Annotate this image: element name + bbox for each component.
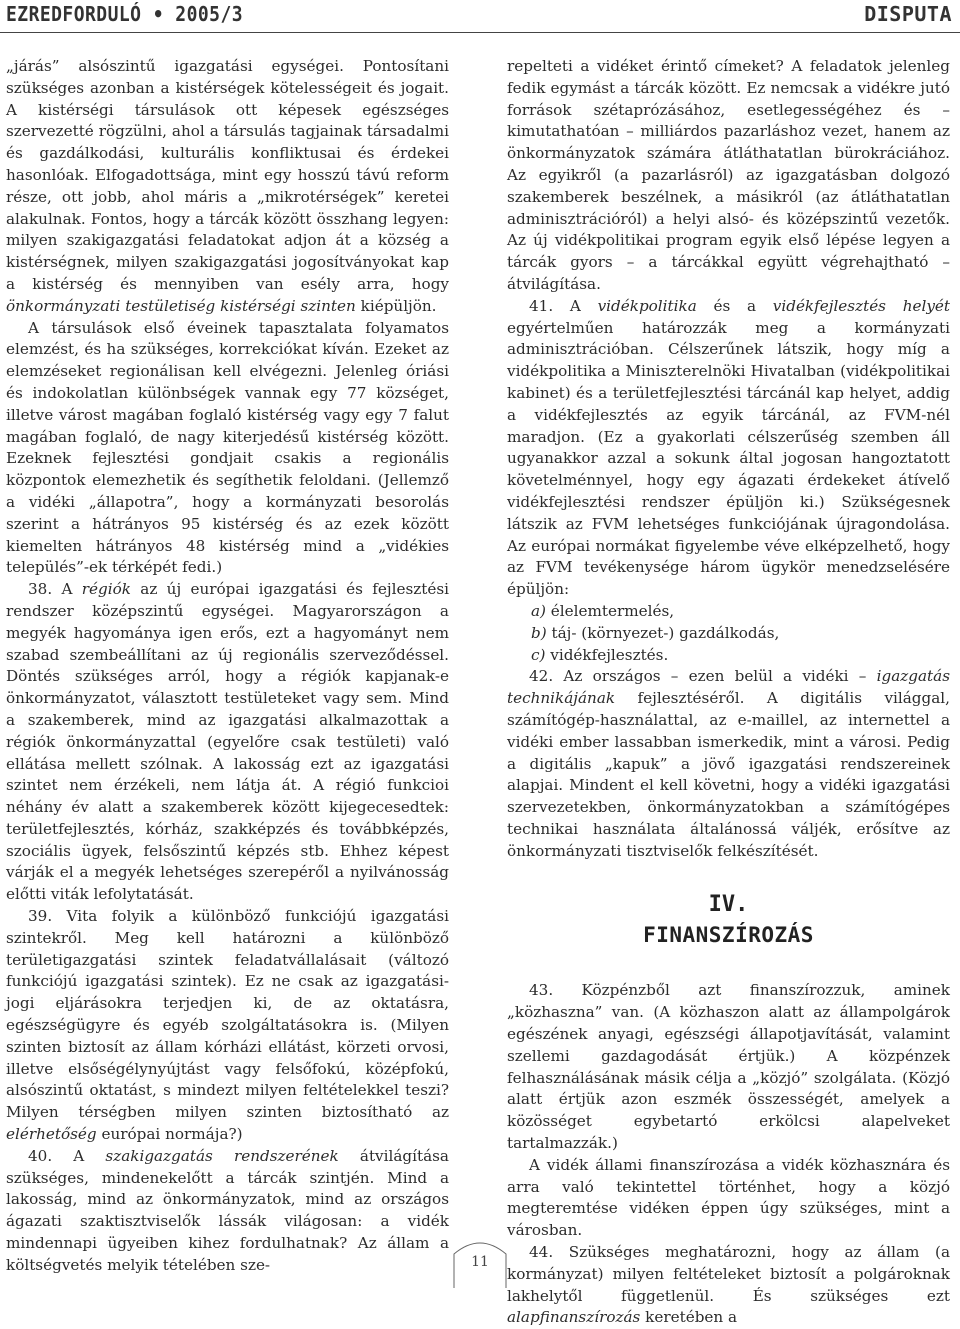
paragraph: A vidék állami finanszírozása a vidék közhasznára és arra való tekintettel történhet, hogy a közjó megteremtése vidéken éppen úgy szükséges, mint a városban. <box>507 1155 950 1240</box>
section-title: FINANSZÍROZÁS <box>643 923 814 948</box>
paragraph: 44. Szükséges meghatározni, hogy az állam (a kormányzat) milyen feltételeket biztosít a polgároknak lakhelytől függetlenül. És szükséges ezt alapfinanszírozás keretében a <box>507 1243 950 1327</box>
paragraph: 39. Vita folyik a különböző funkciójú igazgatási szintekről. Meg kell határozni a különböző területigazgatási szintek feladatvállalásait (változó funkciójú igazgatási szintek). Ez ne csak az igazgatási-jogi eljárásokra terjedjen ki, de az oktatásra, egészségügyre és egyéb szolgáltatásokra is. (Milyen szinten biztosít az állam kórházi ellátást, körzeti orvosi, illetve elsőségélynyújtást vagy felsőfokú, középfokú, alsószintű oktatást, s mindezt milyen feltételekkel teszi? Milyen térségben milyen szinten biztosítható az elérhetőség európai normája?) <box>6 907 449 1144</box>
paragraph: A társulások első éveinek tapasztalata folyamatos elemzést, és ha szükséges, korrekciókat kíván. Ezeket az elemzéseket regionálisan kell elvégezni. Jelenleg óriási és indokolatlan különbségek vannak egy 77 községet, illetve várost magában foglaló kistérség vagy egy 7 falut magában foglaló, de nagy kiterjedésű kistérség között. Ezeknek fejlesztési gondjait csakis a regionális központok elemezhetik és segíthetik feloldani. (Jellemző a vidéki „állapotra”, hogy a kormányzati besorolás szerint a hátrányos 95 kistérség és az ezek között kiemelten hátrányos 48 kistérség mind a „vidékies település”-ek térképét fedi.) <box>6 318 449 577</box>
running-header <box>0 0 960 36</box>
section-name: DISPUTA <box>864 2 952 26</box>
paragraph: 41. A vidékpolitika és a vidékfejlesztés helyét egyértelműen határozzák meg a kormányzati adminisztrációban. Célszerűnek látszik, hogy míg a vidékpolitika a Miniszterelnöki Hivatalban (vidékpolitikai kabinet) és a területfejlesztési tárcánál kap helyet, addig a vidékfejlesztés az egyik tárcánál, az FVM-nél maradjon. (Ez a gyakorlati célszerűség szemben áll ugyanakkor azzal a sokunk által jogosan hangoztatott követelménnyel, hogy egy ágazati érdekeket átívelő vidékfejlesztési rendszer épüljön ki.) Szükségesnek látszik az FVM lehetséges funkciójának újragondolása. Az európai normákat figyelembe véve elképzelhető, hogy az FVM tevékenysége három ügykör menedzselésére épüljön: <box>507 296 951 599</box>
page-number-box <box>448 1232 512 1288</box>
paragraph: repelteti a vidéket érintő címeket? A feladatok jelenleg fedik egymást a tárcák között. Ez nemcsak a vidékre jutó források szétaprózásához, esetlegességéhez és – kimutathatóan – milliárdos pazarláshoz vezet, hanem az önkormányzatok számára átláthatatlan bürokráciához. Az egyikről (a pazarlásról) az igazgatásban dolgozó szakemberek beszélnek, a másikról (az átláthatatlan adminisztrációról) a helyi alsó- és középszintű vezetők. Az új vidékpolitikai program egyik első lépése legyen a tárcák gyors – a tárcákkal együtt végrehajtható – átvilágítása. <box>507 57 950 293</box>
header-rule <box>0 32 960 33</box>
journal-name: EZREDFORDULÓ • 2005/3 <box>6 2 244 26</box>
paragraph: 42. Az országos – ezen belül a vidéki – igazgatás technikájának fejlesztéséről. A digitális világgal, számítógép-használattal, az e-maillel, az internettel a vidéki ember lassabban ismerkedik, mint a városi. Pedig a digitális „kapuk” a jövő igazgatási rendszereinek alapjai. Mindent el kell követni, hogy a vidéki igazgatási szervezetekben, önkormányzatokban a számítógépes technikai használata általánossá váljék, erősítve az önkormányzati tisztviselők felkészítését. <box>507 667 950 860</box>
right-column-top-text <box>507 56 950 862</box>
section-heading <box>507 890 950 950</box>
paragraph: 43. Közpénzből azt finanszírozzuk, aminek „közhaszna” van. (A közhaszon alatt az állampolgárok egészének anyagi, egészségi állapotjavítását, valamint szellemi gazdagodását értjük.) A közpénzek felhasználásának másik célja a „közjó” szolgálata. (Közjó alatt értjük azon eszmék összességét, amelyek a közösséget egybetartó erkölcsi alapelveket tartalmazzák.) <box>507 981 950 1153</box>
right-column-bottom-text <box>507 980 950 1329</box>
page-number: 11 <box>471 1254 489 1270</box>
paragraph: a) élelemtermelés, <box>531 601 675 620</box>
right-column <box>507 56 950 1329</box>
left-column <box>6 56 449 1277</box>
paragraph: 40. A szakigazgatás rendszerének átvilágítása szükséges, mindenekelőtt a tárcák szintjén. Mind a lakosság, mind az önkormányzatok, mind az országos ágazati szaktisztviselők lássák világosan: a vidék mindennapi ügyeiben kihez fordulhatnak? Az állam a költségvetés melyik tételében sze- <box>6 1146 449 1274</box>
paragraph: 38. A régiók az új európai igazgatási és fejlesztési rendszer középszintű egységei. Magyarországon a megyék hagyománya igen erős, ezt a hagyományt nem szabad szembeállítani az új regionális szerveződéssel. Döntés szükséges arról, hogy a régiók kapjanak-e önkormányzatot, választott testületeket vagy sem. Mind a szakemberek, mind az igazgatási alkalmazottak a régiók önkormányzattal (egyelőre csak testületi) való ellátása mellett szólnak. A lakosság ezt az igazgatási szintet nem érzékeli, nem látja át. A régió funkcioi néhány év alatt a szakemberek között kijegecesedtek: területfejlesztés, kórház, szakképzés és továbbképzés, szociális ügyek, felsőszintű képzés stb. Ehhez képest várják el a megyék lehetséges szerepéről a nyilvánosság előtti viták lefolytatását. <box>6 580 449 904</box>
paragraph: c) vidékfejlesztés. <box>531 645 669 664</box>
paragraph: „járás” alsószintű igazgatási egységei. Pontosítani szükséges azonban a kistérségek kötelességeit és jogait. A kistérségi társulások ott képesek egészséges szervezetté rögzülni, ahol a társulás tagjainak társadalmi és gazdálkodási, kulturális konfliktusai és érdekei hasonlóak. Elfogadottsága, mint egy hosszú távú reform része, ott jobb, ahol máris a „mikrotérségek” keretei alakulnak. Fontos, hogy a tárcák között összhang legyen: milyen szakigazgatási feladatokat adjon át a község a kistérségnek, milyen szakigazgatási jogosítványokat kap a kistérség és mennyiben van esély arra, hogy önkormányzati testületiség kistérségi szinten kiépüljön. <box>6 57 449 315</box>
paragraph: b) táj- (környezet-) gazdálkodás, <box>531 623 780 642</box>
section-number: IV. <box>708 892 749 918</box>
